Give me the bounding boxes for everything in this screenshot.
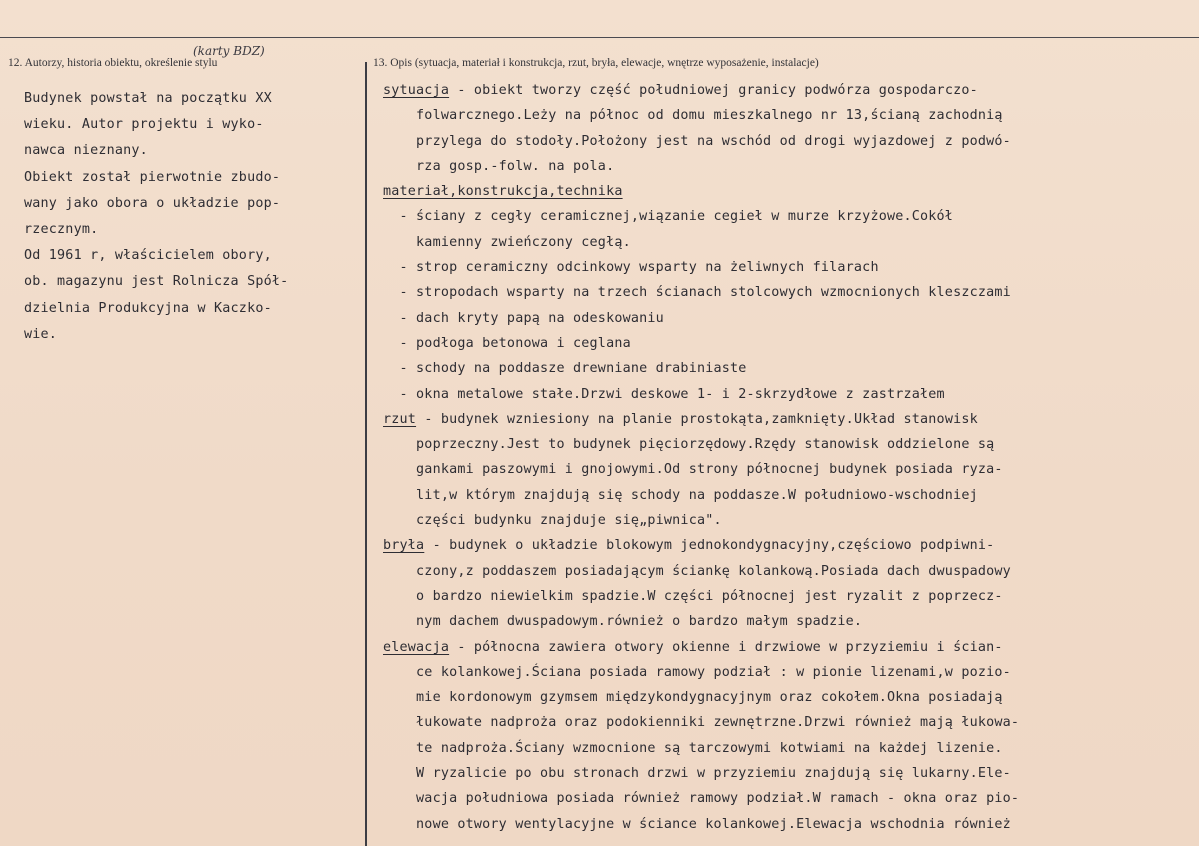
- line-text: poprzeczny.Jest to budynek pięciorzędowy.Rzędy stanowisk oddzielone są: [383, 437, 995, 453]
- text-line: [383, 584, 1019, 609]
- text-line: [383, 533, 1019, 558]
- handwritten-note: (karty BDZ): [193, 44, 265, 58]
- top-rule: [0, 37, 1199, 38]
- section-label: elewacja: [383, 639, 450, 655]
- text-line: [383, 230, 1019, 255]
- text-line: [383, 407, 1019, 432]
- text-line: [383, 255, 1019, 280]
- text-line: [383, 204, 1019, 229]
- text-line: dzielnia Produkcyjna w Kaczko-: [24, 300, 272, 316]
- section-label: bryła: [383, 538, 425, 554]
- line-text: kamienny zwieńczony cegłą.: [383, 234, 631, 250]
- text-line: [383, 761, 1019, 786]
- line-text: te nadproża.Ściany wzmocnione są tarczowymi kotwiami na każdej lizenie.: [383, 740, 1003, 756]
- text-line: [383, 635, 1019, 660]
- line-text: - budynek wzniesiony na planie prostokąta,zamknięty.Układ stanowisk: [416, 411, 978, 427]
- text-line: [383, 280, 1019, 305]
- section-label: rzut: [383, 411, 417, 427]
- line-text: - stropodach wsparty na trzech ścianach stolcowych wzmocnionych kleszczami: [383, 285, 1011, 301]
- line-text: - okna metalowe stałe.Drzwi deskowe 1- i 2-skrzydłowe z zastrzałem: [383, 386, 945, 402]
- text-line: ob. magazynu jest Rolnicza Spół-: [24, 274, 289, 290]
- text-line: [383, 457, 1019, 482]
- line-text: łukowate nadproża oraz podokienniki zewnętrzne.Drzwi również mają łukowa-: [383, 715, 1020, 731]
- text-line: [383, 78, 1019, 103]
- text-line: wie.: [24, 326, 58, 342]
- line-text: folwarcznego.Leży na północ od domu mieszkalnego nr 13,ścianą zachodnią: [383, 108, 1003, 124]
- line-text: - schody na poddasze drewniane drabiniaste: [383, 361, 747, 377]
- text-line: [383, 736, 1019, 761]
- text-line: [383, 710, 1019, 735]
- text-line: [383, 129, 1019, 154]
- text-line: [383, 660, 1019, 685]
- text-line: [383, 154, 1019, 179]
- line-text: mie kordonowym gzymsem międzykondygnacyjnym oraz cokołem.Okna posiadają: [383, 690, 1003, 706]
- text-line: [383, 685, 1019, 710]
- text-line: [383, 103, 1019, 128]
- section-label: materiał,konstrukcja,technika: [383, 184, 623, 200]
- text-line: [383, 483, 1019, 508]
- column-divider: [365, 62, 367, 846]
- line-text: - północna zawiera otwory okienne i drzwiowe w przyziemiu i ścian-: [449, 639, 1003, 655]
- line-text: - ściany z cegły ceramicznej,wiązanie cegieł w murze krzyżowe.Cokół: [383, 209, 954, 225]
- text-line: [383, 609, 1019, 634]
- text-line: nawca nieznany.: [24, 143, 148, 159]
- authors-history-text: [24, 86, 288, 348]
- line-text: - budynek o układzie blokowym jednokondygnacyjny,częściowo podpiwni-: [424, 538, 995, 554]
- line-text: ce kolankowej.Ściana posiada ramowy podział : w pionie lizenami,w pozio-: [383, 664, 1011, 680]
- text-line: [383, 306, 1019, 331]
- right-column-header: 13. Opis (sytuacja, materiał i konstrukcja, rzut, bryła, elewacje, wnętrze wyposażenie, instalacje): [373, 57, 819, 69]
- line-text: - podłoga betonowa i ceglana: [383, 335, 631, 351]
- text-line: [383, 331, 1019, 356]
- line-text: - obiekt tworzy część południowej granicy podwórza gospodarczo-: [449, 83, 978, 98]
- line-text: nowe otwory wentylacyjne w ściance kolankowej.Elewacja wschodnia również: [383, 816, 1011, 832]
- text-line: rzecznym.: [24, 221, 99, 237]
- text-line: [383, 812, 1019, 837]
- text-line: [383, 508, 1019, 533]
- line-text: - strop ceramiczny odcinkowy wsparty na żeliwnych filarach: [383, 260, 879, 276]
- line-text: części budynku znajduje się„piwnica".: [383, 513, 722, 529]
- line-text: rza gosp.-folw. na pola.: [383, 158, 615, 174]
- text-line: [383, 356, 1019, 381]
- text-line: [383, 786, 1019, 811]
- line-text: - dach kryty papą na odeskowaniu: [383, 310, 664, 326]
- line-text: przylega do stodoły.Położony jest na wschód od drogi wyjazdowej z podwó-: [383, 133, 1011, 149]
- line-text: wacja południowa posiada również ramowy podział.W ramach - okna oraz pio-: [383, 791, 1020, 807]
- text-line: [383, 179, 1019, 204]
- text-line: wany jako obora o układzie pop-: [24, 195, 281, 211]
- text-line: [383, 382, 1019, 407]
- line-text: o bardzo niewielkim spadzie.W części północnej jest ryzalit z poprzecz-: [383, 588, 1003, 604]
- text-line: Budynek powstał na początku XX: [24, 91, 272, 106]
- description-text: [383, 78, 1019, 837]
- line-text: czony,z poddaszem posiadającym ściankę kolankową.Posiada dach dwuspadowy: [383, 563, 1011, 579]
- line-text: nym dachem dwuspadowym.również o bardzo małym spadzie.: [383, 614, 863, 630]
- line-text: W ryzalicie po obu stronach drzwi w przyziemiu znajdują się lukarny.Ele-: [383, 766, 1011, 782]
- section-label: sytuacja: [383, 83, 450, 98]
- line-text: lit,w którym znajdują się schody na poddasze.W południowo-wschodniej: [383, 487, 978, 503]
- text-line: wieku. Autor projektu i wyko-: [24, 117, 264, 133]
- text-line: Od 1961 r, właścicielem obory,: [24, 248, 272, 264]
- text-line: [383, 559, 1019, 584]
- text-line: [383, 432, 1019, 457]
- line-text: gankami paszowymi i gnojowymi.Od strony północnej budynek posiada ryza-: [383, 462, 1003, 478]
- text-line: Obiekt został pierwotnie zbudo-: [24, 169, 281, 185]
- left-column-header: 12. Autorzy, historia obiektu, określenie stylu: [8, 57, 218, 69]
